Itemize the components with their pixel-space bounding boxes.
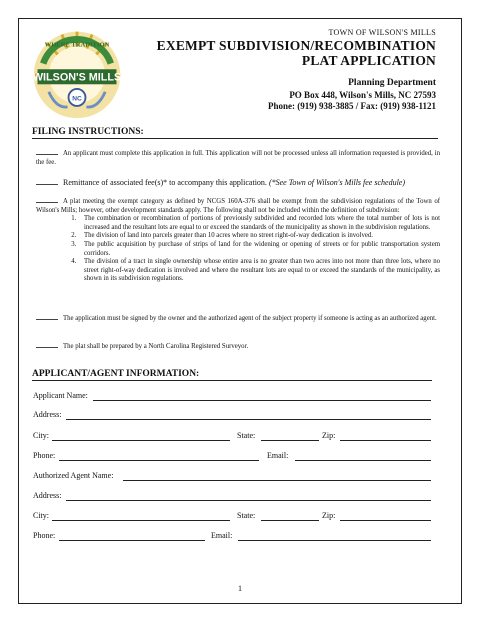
agent-city-label: City: (33, 511, 50, 520)
agent-name-field[interactable] (123, 480, 431, 481)
applicant-state-field[interactable] (261, 440, 319, 441)
department-name: Planning Department (348, 78, 436, 88)
applicant-info-heading: APPLICANT/AGENT INFORMATION: (32, 369, 200, 379)
exemption-criterion: 3. The public acquisition by purchase of strips of land for the widening or opening of streets or for public transportation system corridors. (78, 241, 440, 258)
applicant-city-field[interactable] (52, 440, 230, 441)
applicant-name-label: Applicant Name: (33, 391, 88, 400)
instruction-item-2 (36, 178, 440, 188)
instruction-text: The plat shall be prepared by a North Carolina Registered Surveyor. (63, 343, 249, 350)
applicant-phone-label: Phone: (33, 451, 56, 460)
applicant-address-label: Address: (33, 410, 62, 419)
applicant-address-field[interactable] (66, 419, 431, 420)
checkoff-blank[interactable] (36, 179, 58, 185)
agent-address-label: Address: (33, 491, 62, 500)
agent-phone-field[interactable] (59, 540, 205, 541)
agent-address-field[interactable] (66, 500, 431, 501)
instruction-text: A plat meeting the exempt category as defined by NCGS 160A-376 shall be exempt from the subdivision regulations of the Town of Wilson's Mills; however, other development standards apply. The following shall not be included within the definition of subdivision: (36, 198, 440, 214)
checkoff-blank[interactable] (36, 149, 58, 155)
applicant-zip-label: Zip: (322, 431, 336, 440)
page-number: 1 (238, 584, 242, 593)
checkoff-blank[interactable] (36, 314, 58, 320)
form-title-line2: PLAT APPLICATION (301, 53, 436, 68)
instruction-item-3 (36, 197, 440, 284)
applicant-state-label: State: (237, 431, 256, 440)
instruction-item-1 (36, 149, 440, 167)
logo-state: NC (72, 95, 82, 103)
applicant-email-field[interactable] (295, 460, 431, 461)
logo-tagline: WHERE TRADITION (44, 41, 110, 49)
exemption-criterion: 2. The division of land into parcels greater than 10 acres where no street right-of-way dedication is involved. (78, 232, 440, 241)
agent-state-field[interactable] (261, 520, 319, 521)
form-title-line1: EXEMPT SUBDIVISION/RECOMBINATION (156, 38, 436, 53)
agent-zip-label: Zip: (322, 511, 336, 520)
department-address: PO Box 448, Wilson's Mills, NC 27593 (289, 90, 436, 100)
agent-name-label: Authorized Agent Name: (33, 471, 114, 480)
logo-name: WILSON'S MILLS (32, 71, 122, 84)
instruction-text: Remittance of associated fee(s)* to accompany this application. (63, 178, 267, 187)
exemption-criteria-list (36, 215, 440, 284)
instruction-item-5 (36, 342, 440, 352)
exemption-criterion: 1. The combination or recombination of portions of previously subdivided and recorded lots where the total number of lots is not increased and the resultant lots are equal to or exceed the standards of the municipality as shown in the subdivision regulations. (78, 215, 440, 232)
applicant-zip-field[interactable] (340, 440, 431, 441)
applicant-city-label: City: (33, 431, 50, 440)
instruction-text: An applicant must complete this application in full. This application will not be processed unless all information requested is provided, in the fee. (36, 150, 440, 166)
exemption-criterion: 4. The division of a tract in single ownership whose entire area is no greater than two acres into not more than three lots, where no street right-of-way dedication is involved and where the resultant lots are equal to or exceed the standards of the municipality, as shown in its subdivision regulations. (78, 258, 440, 284)
applicant-heading-rule (32, 380, 432, 381)
town-logo (30, 26, 124, 120)
applicant-name-field[interactable] (93, 400, 431, 401)
instruction-item-4 (36, 314, 440, 324)
applicant-email-label: Email: (267, 451, 289, 460)
town-name: TOWN OF WILSON'S MILLS (328, 28, 436, 37)
agent-email-field[interactable] (238, 540, 431, 541)
filing-heading-rule (32, 138, 438, 139)
filing-instructions-heading: FILING INSTRUCTIONS: (32, 127, 144, 137)
agent-zip-field[interactable] (340, 520, 431, 521)
fee-schedule-note: (*See Town of Wilson's Mills fee schedule) (268, 178, 406, 187)
agent-city-field[interactable] (52, 520, 230, 521)
department-phone: Phone: (919) 938-3885 / Fax: (919) 938-1121 (268, 101, 436, 111)
applicant-phone-field[interactable] (59, 460, 259, 461)
agent-state-label: State: (237, 511, 256, 520)
checkoff-blank[interactable] (36, 197, 58, 203)
agent-email-label: Email: (211, 531, 233, 540)
checkoff-blank[interactable] (36, 342, 58, 348)
instruction-text: The application must be signed by the owner and the authorized agent of the subject property if someone is acting as an authorized agent. (63, 315, 437, 322)
agent-phone-label: Phone: (33, 531, 56, 540)
